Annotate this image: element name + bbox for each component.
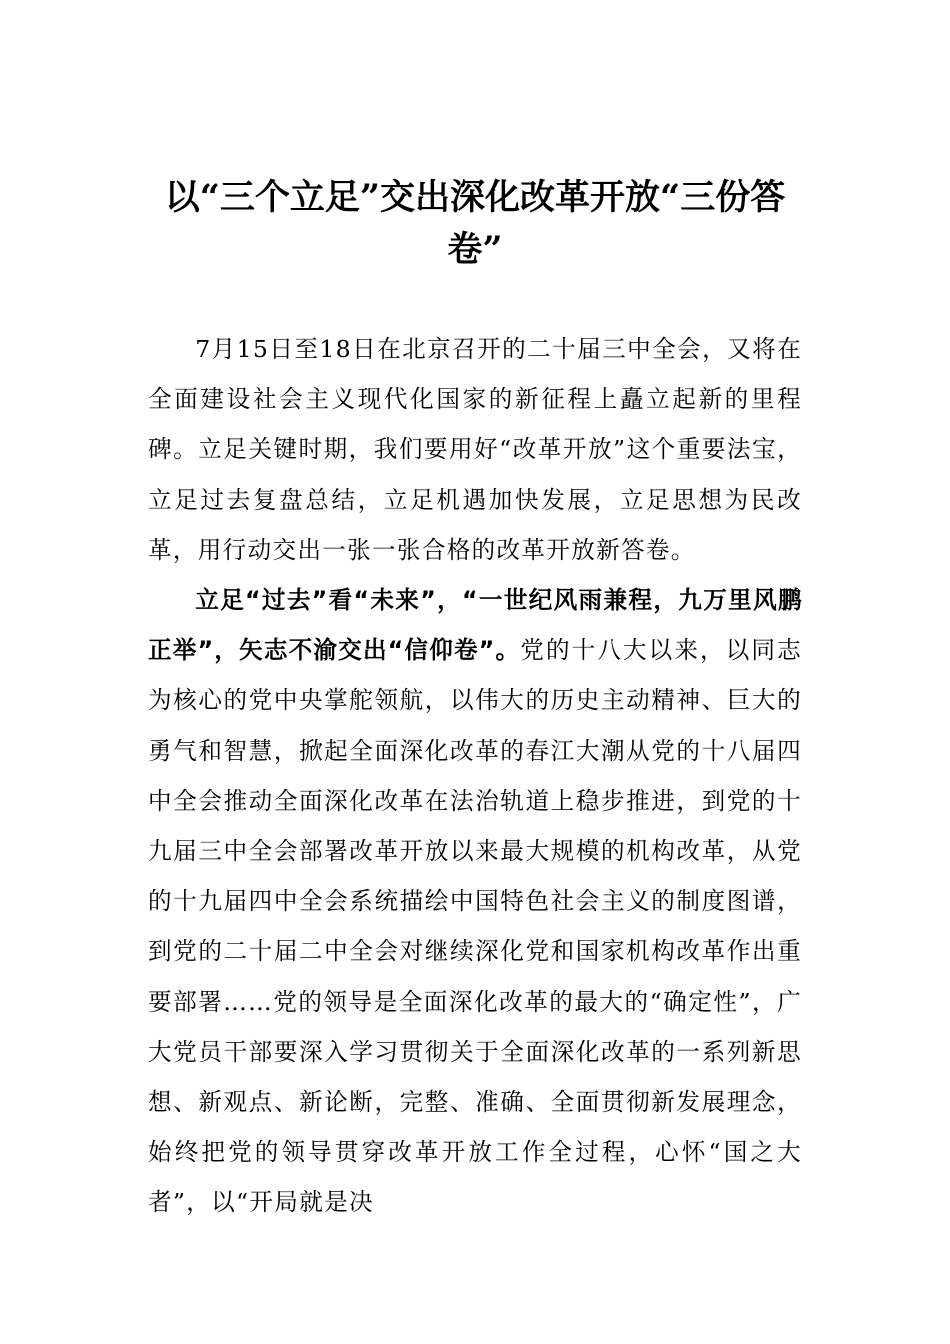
paragraph-2-text: 党的十八大以来，以同志为核心的党中央掌舵领航，以伟大的历史主动精神、巨大的勇气和智慧，掀起全面深化改革的春江大潮从党的十八届四中全会推动全面深化改革在法治轨道上稳步推进，到党的十九届三中全会部署改革开放以来最大规模的机构改革，从党的十九届四中全会系统描绘中国特色社会主义的制度图谱，到党的二十届二中全会对继续深化党和国家机构改革作出重要部署……党的领导是全面深化改革的最大的“确定性”，广大党员干部要深入学习贯彻关于全面深化改革的一系列新思想、新观点、新论断，完整、准确、全面贯彻新发展理念，始终把党的领导贯穿改革开放工作全过程，心怀“国之大者”，以“开局就是决 xyxy=(148,636,802,1217)
paragraph-2 xyxy=(148,575,802,1228)
document-body xyxy=(148,324,802,1228)
document-title: 以“三个立足”交出深化改革开放“三份答卷” xyxy=(164,177,786,270)
paragraph-2-lead: 立足“过去”看“未来”，“一世纪风雨兼程，九万里风鹏正举”，矢志不渝交出“信仰卷”。 xyxy=(148,586,802,665)
paragraph-1-text: 7月15日至18日在北京召开的二十届三中全会，又将在全面建设社会主义现代化国家的新征程上矗立起新的里程碑。立足关键时期，我们要用好“改革开放”这个重要法宝，立足过去复盘总结，立足机遇加快发展，立足思想为民改革，用行动交出一张一张合格的改革开放新答卷。 xyxy=(148,335,802,564)
paragraph-1 xyxy=(148,324,802,575)
